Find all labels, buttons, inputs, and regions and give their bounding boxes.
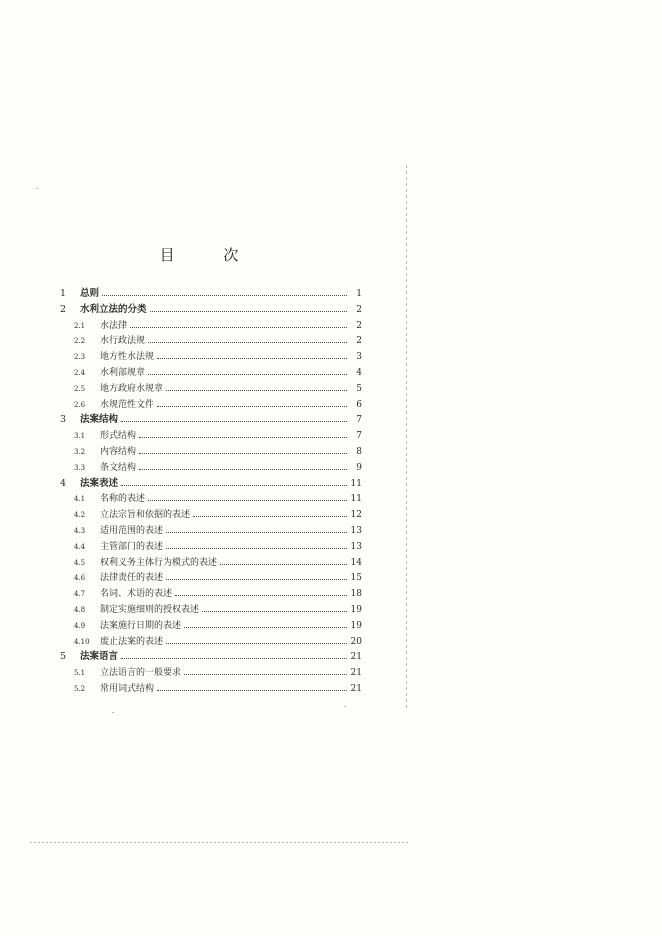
toc-dot-leader	[157, 349, 347, 359]
toc-page-number: 1	[356, 289, 362, 299]
toc-page-number: 6	[356, 399, 362, 410]
toc-dot-leader	[166, 523, 347, 533]
toc-entry-number: 4.10	[74, 637, 90, 646]
toc-entry-number: 4.4	[74, 542, 86, 551]
toc-entry-title: 法律责任的表述	[100, 573, 164, 584]
toc-section-entry	[58, 618, 362, 634]
toc-section-entry	[58, 381, 362, 397]
toc-section-entry	[58, 397, 362, 413]
toc-page-number: 11	[350, 478, 362, 489]
toc-entry-number: 5.1	[74, 669, 86, 678]
toc-entry-number: 4	[60, 477, 67, 489]
toc-entry-number: 5.2	[74, 684, 86, 693]
toc-page-number: 21	[350, 668, 362, 679]
toc-section-entry	[58, 586, 362, 602]
toc-entry-title: 立法宗旨和依据的表述	[100, 510, 191, 521]
toc-page-number: 3	[356, 352, 362, 363]
toc-section-entry	[58, 365, 362, 381]
toc-entry-title: 水法律	[100, 320, 128, 331]
toc-entry-title: 地方性水法规	[100, 352, 155, 363]
toc-entry-title: 法案施行日期的表述	[100, 620, 182, 631]
toc-page-number: 20	[350, 636, 362, 647]
toc-entry-number: 4.5	[74, 558, 86, 567]
toc-page-number: 2	[356, 304, 362, 315]
scan-speck	[112, 712, 114, 713]
scan-speck	[36, 188, 38, 189]
toc-entry-number: 5	[60, 651, 67, 663]
toc-entry-number: 2.2	[74, 337, 86, 346]
toc-entry-title: 法案语言	[80, 651, 119, 663]
toc-entry-title: 总则	[80, 288, 100, 299]
toc-dot-leader	[166, 381, 347, 391]
toc-dot-leader	[102, 286, 347, 296]
toc-entry-title: 条文结构	[100, 462, 137, 473]
toc-chapter-entry	[58, 286, 362, 302]
toc-dot-leader	[130, 318, 347, 328]
toc-dot-leader	[184, 618, 347, 628]
toc-section-entry	[58, 523, 362, 539]
toc-title: 目 次	[159, 246, 261, 264]
toc-section-entry	[58, 507, 362, 523]
toc-page-number: 13	[350, 541, 362, 552]
toc-dot-leader	[157, 397, 347, 407]
toc-entry-title: 法案表述	[80, 477, 119, 489]
toc-dot-leader	[150, 302, 347, 312]
toc-entry-number: 2.3	[74, 353, 86, 362]
toc-page-number: 11	[350, 494, 362, 505]
table-of-contents	[58, 286, 362, 697]
toc-dot-leader	[139, 460, 347, 470]
toc-entry-number: 2.5	[74, 384, 86, 393]
toc-section-entry	[58, 444, 362, 460]
toc-entry-number: 4.9	[74, 621, 86, 630]
toc-section-entry	[58, 428, 362, 444]
toc-chapter-entry	[58, 302, 362, 318]
toc-chapter-entry	[58, 412, 362, 428]
toc-section-entry	[58, 555, 362, 571]
toc-dot-leader	[184, 665, 347, 675]
toc-section-entry	[58, 460, 362, 476]
toc-chapter-entry	[58, 649, 362, 665]
toc-dot-leader	[148, 333, 347, 343]
toc-dot-leader	[139, 444, 347, 454]
toc-page-number: 18	[350, 589, 362, 600]
toc-page-number: 14	[350, 557, 362, 568]
toc-entry-number: 3.2	[74, 447, 86, 456]
toc-entry-title: 制定实施细则的授权表述	[100, 604, 200, 615]
toc-dot-leader	[220, 555, 347, 565]
toc-dot-leader	[166, 634, 347, 644]
toc-entry-number: 3.3	[74, 463, 86, 472]
toc-dot-leader	[148, 491, 347, 501]
toc-entry-number: 2	[60, 303, 67, 315]
toc-page-number: 2	[356, 336, 362, 347]
toc-dot-leader	[193, 507, 347, 517]
toc-entry-number: 4.2	[74, 511, 86, 520]
toc-page-number: 9	[356, 462, 362, 473]
toc-section-entry	[58, 318, 362, 334]
toc-entry-title: 法案结构	[80, 414, 119, 426]
toc-section-entry	[58, 681, 362, 697]
toc-section-entry	[58, 665, 362, 681]
toc-page-number: 7	[356, 431, 362, 442]
toc-entry-title: 水规范性文件	[100, 399, 155, 410]
toc-page-number: 21	[350, 652, 362, 663]
toc-dot-leader	[121, 412, 347, 422]
toc-section-entry	[58, 349, 362, 365]
toc-entry-number: 2.1	[74, 321, 86, 330]
toc-chapter-entry	[58, 476, 362, 492]
toc-page-number: 8	[356, 446, 362, 457]
toc-page-number: 2	[356, 320, 362, 331]
toc-dot-leader	[139, 428, 347, 438]
toc-entry-title: 水利立法的分类	[80, 303, 147, 315]
toc-entry-title: 内容结构	[100, 446, 137, 457]
toc-entry-number: 4.7	[74, 590, 86, 599]
toc-section-entry	[58, 539, 362, 555]
toc-page-number: 21	[350, 683, 362, 694]
toc-dot-leader	[166, 539, 347, 549]
toc-entry-number: 4.3	[74, 526, 86, 535]
toc-entry-title: 立法语言的一般要求	[100, 668, 182, 679]
toc-entry-title: 水利部规章	[100, 367, 146, 378]
toc-dot-leader	[166, 570, 347, 580]
toc-entry-number: 1	[60, 288, 67, 299]
toc-entry-title: 地方政府水规章	[100, 383, 164, 394]
toc-page-number: 13	[350, 525, 362, 536]
scan-speck	[344, 706, 346, 707]
toc-page-number: 5	[356, 383, 362, 394]
toc-entry-title: 水行政法规	[100, 336, 146, 347]
toc-entry-title: 常用词式结构	[100, 683, 155, 694]
toc-page-number: 15	[350, 573, 362, 584]
toc-entry-title: 名词、术语的表述	[100, 589, 173, 600]
scan-edge-line	[406, 165, 407, 710]
toc-page-number: 7	[356, 415, 362, 426]
toc-entry-title: 适用范围的表述	[100, 525, 164, 536]
toc-section-entry	[58, 333, 362, 349]
toc-entry-number: 3.1	[74, 432, 86, 441]
toc-dot-leader	[121, 649, 347, 659]
toc-section-entry	[58, 491, 362, 507]
toc-entry-title: 权利义务主体行为模式的表述	[100, 557, 218, 568]
toc-page-number: 19	[350, 620, 362, 631]
toc-page-number: 12	[350, 510, 362, 521]
toc-entry-title: 名称的表述	[100, 494, 146, 505]
toc-entry-number: 3	[60, 414, 67, 426]
toc-entry-title: 主管部门的表述	[100, 541, 164, 552]
toc-dot-leader	[175, 586, 347, 596]
toc-dot-leader	[202, 602, 347, 612]
toc-dot-leader	[157, 681, 347, 691]
toc-page-number: 4	[356, 367, 362, 378]
toc-entry-number: 2.4	[74, 368, 86, 377]
toc-page-number: 19	[350, 604, 362, 615]
toc-entry-number: 4.1	[74, 495, 86, 504]
toc-section-entry	[58, 602, 362, 618]
toc-section-entry	[58, 570, 362, 586]
toc-entry-title: 废止法案的表述	[100, 636, 164, 647]
toc-entry-number: 2.6	[74, 400, 86, 409]
toc-entry-title: 形式结构	[100, 431, 137, 442]
toc-entry-number: 4.6	[74, 574, 86, 583]
toc-entry-number: 4.8	[74, 605, 86, 614]
scan-bottom-line	[30, 842, 410, 843]
toc-dot-leader	[148, 365, 347, 375]
toc-dot-leader	[121, 476, 347, 486]
toc-section-entry	[58, 634, 362, 650]
